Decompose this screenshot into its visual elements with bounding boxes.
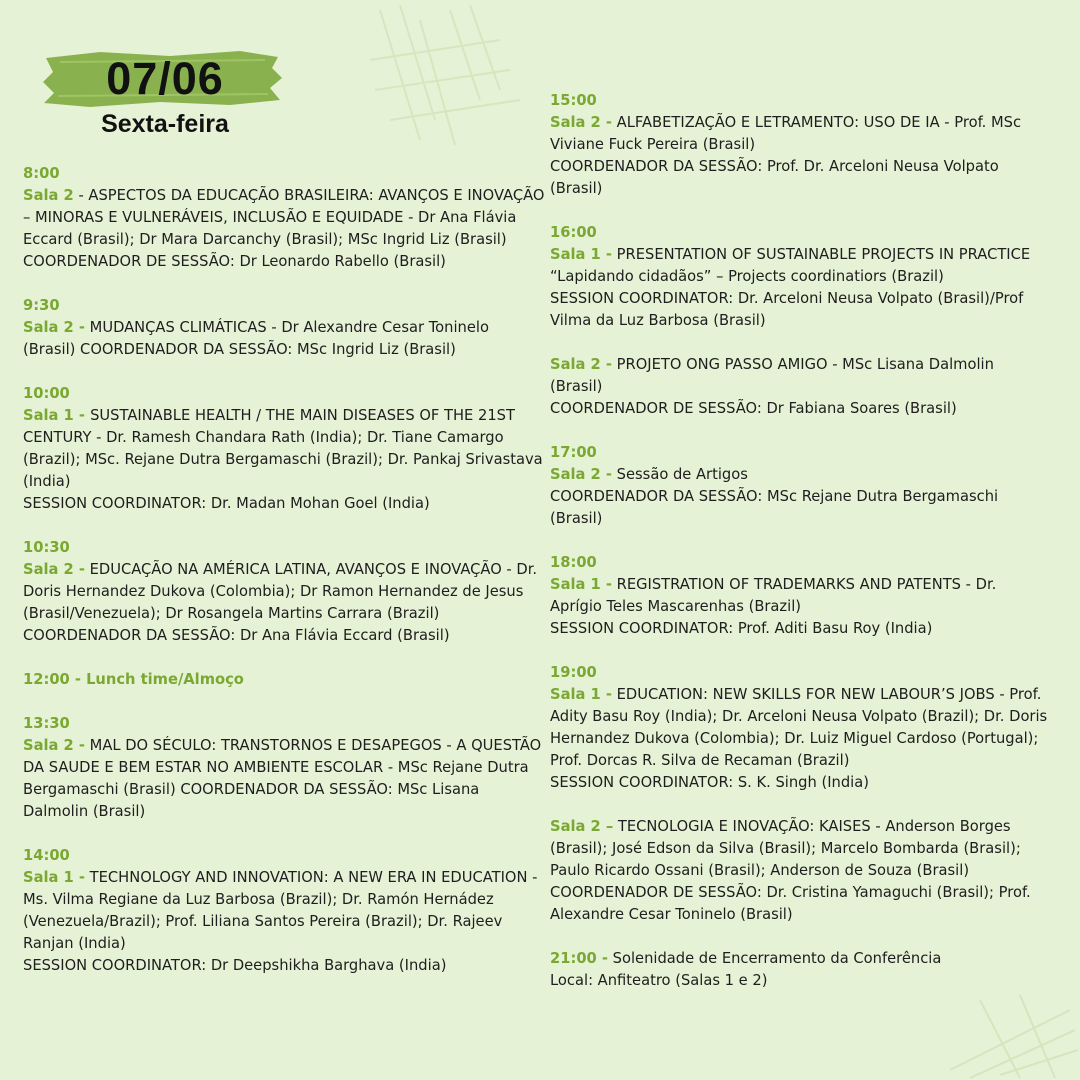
session-text: TECHNOLOGY AND INNOVATION: A NEW ERA IN EDUCATION - Ms. Vilma Regiane da Luz Barbosa (Brazil); Dr. Ramón Hernádez (Venezuela/Brazil); Prof. Liliana Santos Pereira (Brazil); Dr. Rajeev Ranjan (India): [23, 869, 538, 952]
session-1800: [550, 552, 1050, 640]
session-coordinator: COORDENADOR DE SESSÃO: Dr. Cristina Yamaguchi (Brasil); Prof. Alexandre Cesar Toninelo (Brasil): [550, 884, 1031, 923]
session-1500: [550, 90, 1050, 200]
session-0930: [23, 295, 545, 361]
session-time: 18:00: [550, 554, 597, 571]
session-1600: [550, 222, 1050, 332]
schedule-left-column: [23, 163, 545, 977]
session-location: Local: Anfiteatro (Salas 1 e 2): [550, 972, 768, 989]
session-time: 13:30: [23, 715, 70, 732]
session-room: Sala 1 -: [23, 407, 91, 424]
session-time: 16:00: [550, 224, 597, 241]
session-room: Sala 1 -: [550, 686, 612, 703]
session-text: PROJETO ONG PASSO AMIGO - MSc Lisana Dalmolin (Brasil): [550, 356, 994, 395]
session-room: Sala 1 -: [23, 869, 85, 886]
session-coordinator: COORDENADOR DA SESSÃO: Dr Ana Flávia Eccard (Brasil): [23, 627, 450, 644]
date-title: 07/06: [106, 53, 224, 104]
session-text: EDUCAÇÃO NA AMÉRICA LATINA, AVANÇOS E INOVAÇÃO - Dr. Doris Hernandez Dukova (Colombia); Dr Ramon Hernandez de Jesus (Brasil/Venezuela); Dr Rosangela Martins Carrara (Brazil): [23, 561, 538, 622]
session-1900-sala2: [550, 816, 1050, 926]
session-text: - ASPECTOS DA EDUCAÇÃO BRASILEIRA: AVANÇOS E INOVAÇÃO – MINORAS E VULNERÁVEIS, INCLUSÃO E EQUIDADE - Dr Ana Flávia Eccard (Brasil); Dr Mara Darcanchy (Brasil); MSc Ingrid Liz (Brasil): [23, 187, 545, 248]
weekday-title: Sexta-feira: [101, 110, 229, 138]
session-coordinator: COORDENADOR DE SESSÃO: Dr Leonardo Rabello (Brasil): [23, 253, 446, 270]
session-1000: [23, 383, 545, 515]
session-room: Sala 2: [23, 187, 74, 204]
session-time: 14:00: [23, 847, 70, 864]
session-1030: [23, 537, 545, 647]
session-0800: [23, 163, 545, 273]
session-coordinator: SESSION COORDINATOR: Dr Deepshikha Barghava (India): [23, 957, 447, 974]
session-text: MUDANÇAS CLIMÁTICAS - Dr Alexandre Cesar Toninelo (Brasil) COORDENADOR DA SESSÃO: MSc Ingrid Liz (Brasil): [23, 319, 489, 358]
session-room: Sala 2 -: [23, 561, 85, 578]
session-text: Sessão de Artigos: [611, 466, 748, 483]
scratch-texture-top: [360, 0, 560, 150]
session-text: REGISTRATION OF TRADEMARKS AND PATENTS - Dr. Aprígio Teles Mascarenhas (Brazil): [550, 576, 997, 615]
session-text: PRESENTATION OF SUSTAINABLE PROJECTS IN PRACTICE “Lapidando cidadãos” – Projects coordinatiors (Brazil): [550, 246, 1031, 285]
session-room: Sala 2 -: [23, 737, 85, 754]
session-room: Sala 2 -: [550, 356, 612, 373]
session-time: 15:00: [550, 92, 597, 109]
session-time: 17:00: [550, 444, 597, 461]
session-coordinator: SESSION COORDINATOR: Dr. Arceloni Neusa Volpato (Brasil)/Prof Vilma da Luz Barbosa (Brasil): [550, 290, 1024, 329]
session-coordinator: SESSION COORDINATOR: Prof. Aditi Basu Roy (India): [550, 620, 933, 637]
scratch-texture-bottom: [940, 990, 1080, 1080]
session-1330: [23, 713, 545, 823]
session-time: 8:00: [23, 165, 60, 182]
session-time: 10:30: [23, 539, 70, 556]
session-1600-sala2: [550, 354, 1050, 420]
session-text: ALFABETIZAÇÃO E LETRAMENTO: USO DE IA - Prof. MSc Viviane Fuck Pereira (Brasil): [550, 114, 1022, 153]
session-room: Sala 2 –: [550, 818, 614, 835]
session-room: Sala 2 -: [550, 466, 612, 483]
session-time: 19:00: [550, 664, 597, 681]
session-coordinator: COORDENADOR DE SESSÃO: Dr Fabiana Soares (Brasil): [550, 400, 957, 417]
schedule-right-column: [550, 90, 1050, 992]
session-room: Sala 2 -: [23, 319, 85, 336]
session-text: Solenidade de Encerramento da Conferência: [607, 950, 942, 967]
session-coordinator: COORDENADOR DA SESSÃO: MSc Rejane Dutra Bergamaschi (Brasil): [550, 488, 999, 527]
session-2100: [550, 948, 1050, 992]
session-coordinator: SESSION COORDINATOR: S. K. Singh (India): [550, 774, 869, 791]
session-time: 10:00: [23, 385, 70, 402]
session-1400: [23, 845, 545, 977]
session-1700: [550, 442, 1050, 530]
date-header: [40, 48, 285, 144]
session-time: 9:30: [23, 297, 60, 314]
lunch-break: [23, 669, 545, 691]
session-text: TECNOLOGIA E INOVAÇÃO: KAISES - Anderson Borges (Brasil); José Edson da Silva (Brasil); Marcelo Bombarda (Brasil); Paulo Ricardo Ossani (Brasil); Anderson de Souza (Brasil): [550, 818, 1021, 879]
lunch-text: 12:00 - Lunch time/Almoço: [23, 671, 244, 688]
session-time: 21:00 -: [550, 950, 608, 967]
session-text: MAL DO SÉCULO: TRANSTORNOS E DESAPEGOS - A QUESTÃO DA SAUDE E BEM ESTAR NO AMBIENTE ESCOLAR - MSc Rejane Dutra Bergamaschi (Brasil) COORDENADOR DA SESSÃO: MSc Lisana Dalmolin (Brasil): [23, 737, 542, 820]
session-room: Sala 2 -: [550, 114, 612, 131]
session-1900: [550, 662, 1050, 794]
session-text: EDUCATION: NEW SKILLS FOR NEW LABOUR’S JOBS - Prof. Adity Basu Roy (India); Dr. Arceloni Neusa Volpato (Brazil); Dr. Doris Hernandez Dukova (Colombia); Dr. Luiz Miguel Cardoso (Portugal); Prof. Dorcas R. Silva de Recaman (Brazil): [550, 686, 1048, 769]
session-coordinator: SESSION COORDINATOR: Dr. Madan Mohan Goel (India): [23, 495, 430, 512]
session-room: Sala 1 -: [550, 576, 612, 593]
session-text: SUSTAINABLE HEALTH / THE MAIN DISEASES OF THE 21ST CENTURY - Dr. Ramesh Chandara Rath (India); Dr. Tiane Camargo (Brazil); MSc. Rejane Dutra Bergamaschi (Brazil); Dr. Pankaj Srivastava (India): [23, 407, 543, 490]
session-room: Sala 1 -: [550, 246, 612, 263]
session-coordinator: COORDENADOR DA SESSÃO: Prof. Dr. Arceloni Neusa Volpato (Brasil): [550, 158, 999, 197]
